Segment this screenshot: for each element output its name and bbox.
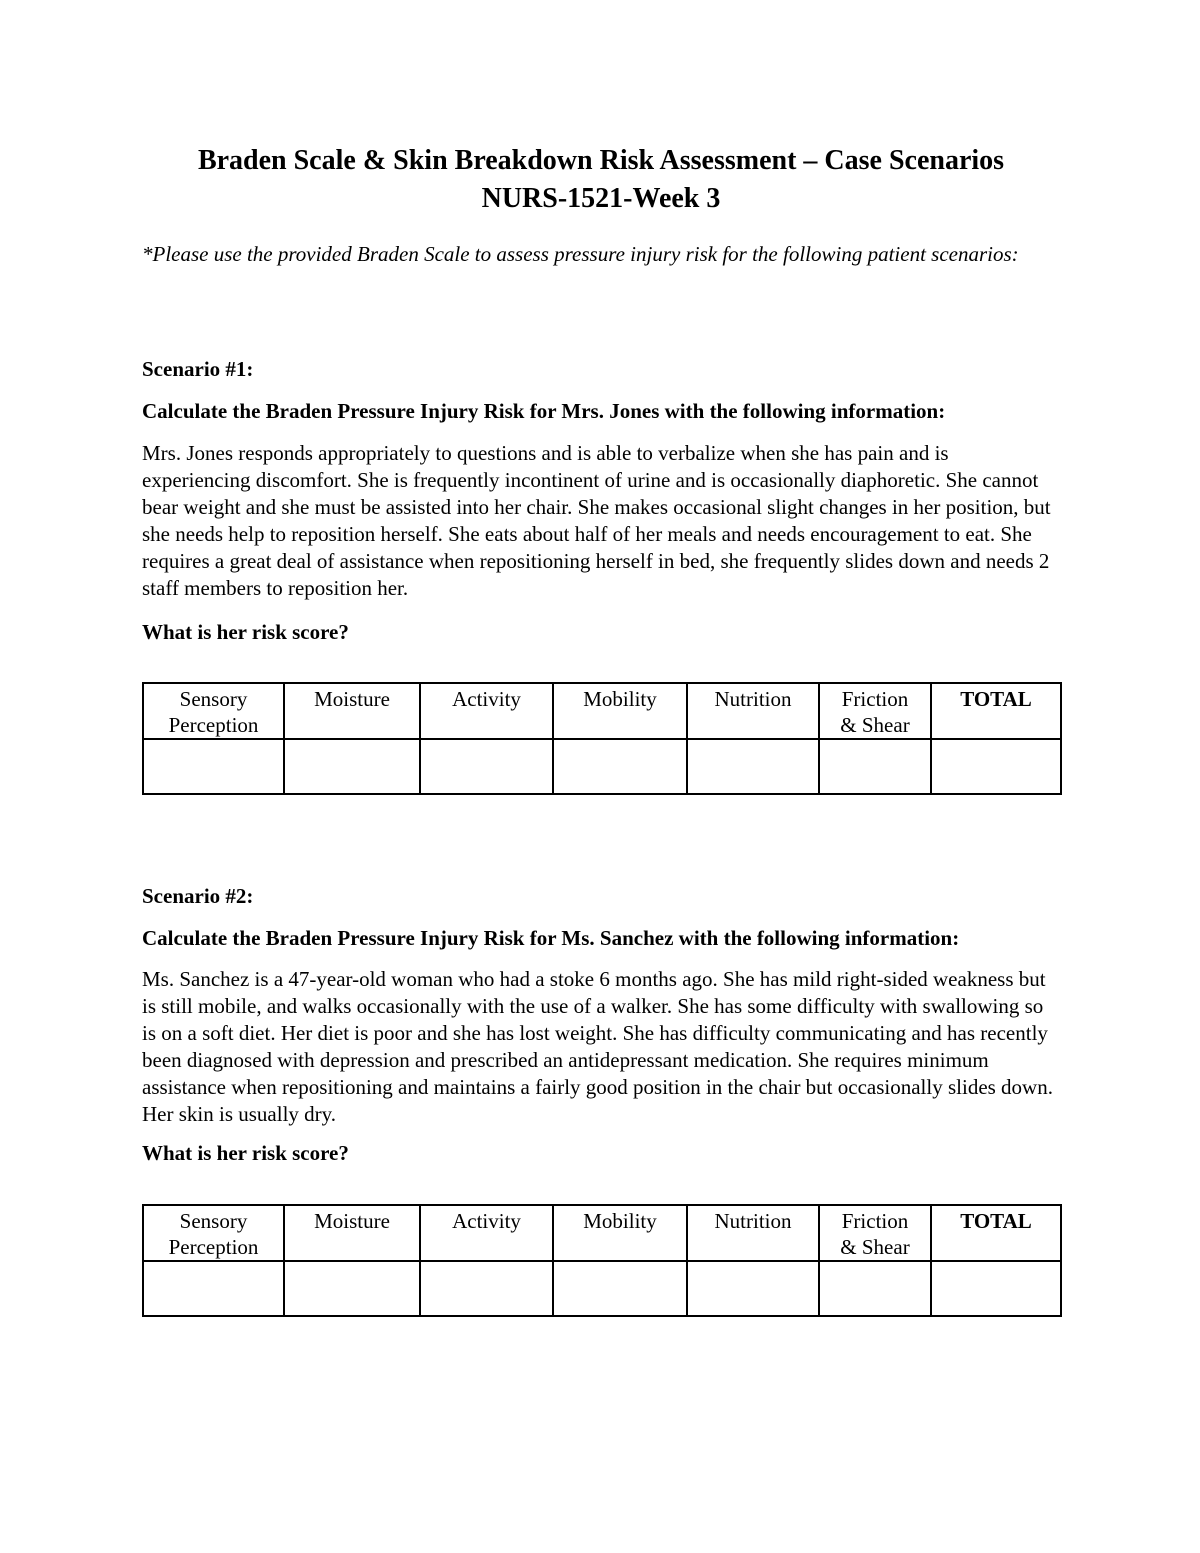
header-mobility: Mobility (553, 683, 687, 739)
header-nutrition: Nutrition (687, 683, 819, 739)
header-activity: Activity (420, 683, 553, 739)
document-title: Braden Scale & Skin Breakdown Risk Assessment – Case Scenarios (197, 145, 1005, 176)
answer-cell-sensory-perception[interactable] (143, 739, 284, 794)
answer-cell-activity[interactable] (420, 739, 553, 794)
answer-cell-moisture[interactable] (284, 739, 420, 794)
answer-cell-friction-shear[interactable] (819, 739, 931, 794)
answer-cell-activity[interactable] (420, 1261, 553, 1316)
scenario-1-score-table (142, 682, 1062, 795)
scenario-2-score-table (142, 1204, 1062, 1317)
answer-cell-nutrition[interactable] (687, 1261, 819, 1316)
header-moisture: Moisture (284, 1205, 420, 1261)
scenario-1-heading: Scenario #1: (142, 357, 254, 381)
header-sensory-perception: Sensory Perception (143, 1205, 284, 1261)
scenario-2-description: Ms. Sanchez is a 47-year-old woman who had a stoke 6 months ago. She has mild right-sided weakness but is still mobile, and walks occasionally with the use of a walker. She has some difficulty with swallowing so is on a soft diet. Her diet is poor and she has lost weight. She has difficulty communicating and has recently been diagnosed with depression and prescribed an antidepressant medication. She requires minimum assistance when repositioning and maintains a fairly good position in the chair but occasionally slides down. Her skin is usually dry. (142, 967, 1053, 1126)
header-nutrition: Nutrition (687, 1205, 819, 1261)
header-total: TOTAL (931, 683, 1061, 739)
answer-cell-mobility[interactable] (553, 739, 687, 794)
scenario-2-heading: Scenario #2: (142, 884, 254, 908)
header-total: TOTAL (931, 1205, 1061, 1261)
score-table-header-row (143, 683, 1061, 739)
document-subtitle: NURS-1521-Week 3 (481, 183, 721, 214)
header-activity: Activity (420, 1205, 553, 1261)
answer-cell-mobility[interactable] (553, 1261, 687, 1316)
answer-cell-total[interactable] (931, 739, 1061, 794)
header-friction-shear: Friction & Shear (819, 683, 931, 739)
scenario-1-description: Mrs. Jones responds appropriately to questions and is able to verbalize when she has pain and is experiencing discomfort. She is frequently incontinent of urine and is occasionally diaphoretic. She cannot bear weight and she must be assisted into her chair. She makes occasional slight changes in her position, but she needs help to reposition herself. She eats about half of her meals and needs encouragement to eat. She requires a great deal of assistance when repositioning herself in bed, she frequently slides down and needs 2 staff members to reposition her. (142, 441, 1051, 600)
answer-cell-sensory-perception[interactable] (143, 1261, 284, 1316)
header-mobility: Mobility (553, 1205, 687, 1261)
scenario-1-question: What is her risk score? (142, 620, 349, 644)
scenario-2-instruction: Calculate the Braden Pressure Injury Risk for Ms. Sanchez with the following information: (142, 926, 960, 950)
score-table-answer-row (143, 1261, 1061, 1316)
header-sensory-perception: Sensory Perception (143, 683, 284, 739)
answer-cell-moisture[interactable] (284, 1261, 420, 1316)
header-friction-shear: Friction & Shear (819, 1205, 931, 1261)
score-table-header-row (143, 1205, 1061, 1261)
score-table-answer-row (143, 739, 1061, 794)
scenario-2-question: What is her risk score? (142, 1141, 349, 1165)
answer-cell-nutrition[interactable] (687, 739, 819, 794)
instructions-text: *Please use the provided Braden Scale to assess pressure injury risk for the following patient scenarios: (142, 242, 1019, 266)
answer-cell-friction-shear[interactable] (819, 1261, 931, 1316)
answer-cell-total[interactable] (931, 1261, 1061, 1316)
header-moisture: Moisture (284, 683, 420, 739)
scenario-1-instruction: Calculate the Braden Pressure Injury Risk for Mrs. Jones with the following information: (142, 399, 946, 423)
